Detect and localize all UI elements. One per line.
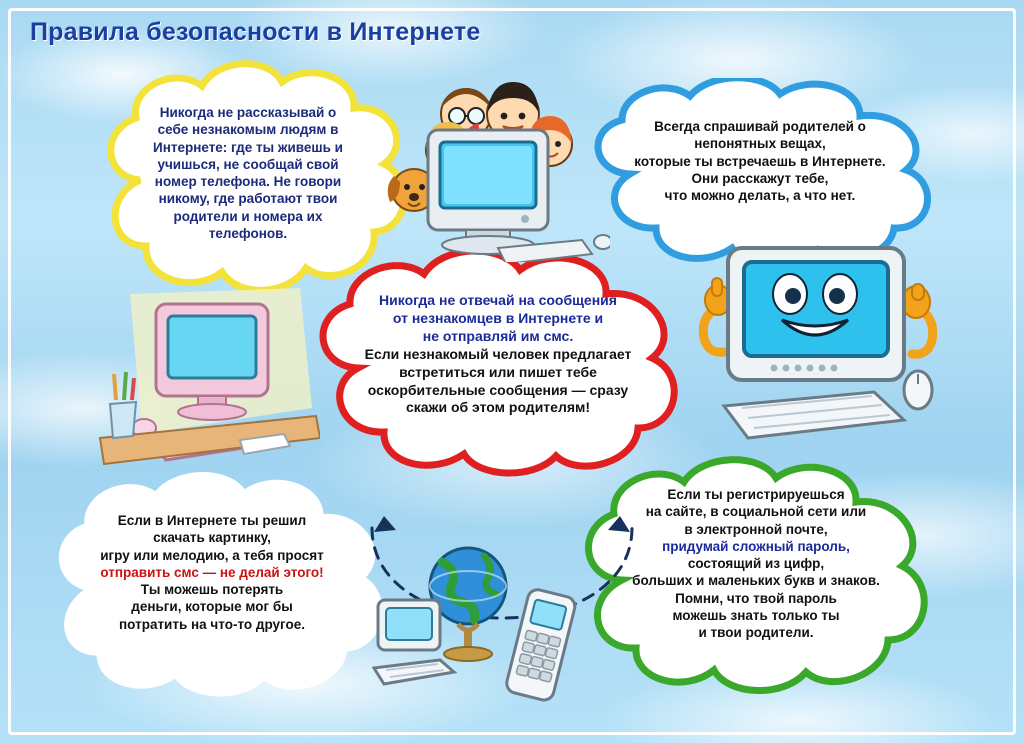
line: оскорбительные сообщения — сразу <box>367 381 629 398</box>
cloud-rule-no-reply-strangers <box>288 250 708 480</box>
line: Помни, что твой пароль <box>675 590 837 606</box>
line: встретиться или пишет тебе <box>399 363 597 380</box>
line: Никогда не отвечай на сообщения <box>379 292 617 308</box>
cloud-text-yellow <box>78 60 418 242</box>
cloud-text-blue <box>560 78 960 204</box>
line: Никогда не рассказывай о <box>159 105 337 120</box>
line: Если в Интернете ты решил <box>117 513 307 528</box>
line: игру или мелодию, а тебя просят <box>100 547 324 563</box>
line: Если ты регистрируешься <box>667 487 845 502</box>
page-title: Правила безопасности в Интернете <box>30 18 481 46</box>
line: учишься, не сообщай свой <box>157 156 339 172</box>
line: номер телефона. Не говори <box>154 174 342 190</box>
line: больших и маленьких букв и знаков. <box>632 573 880 589</box>
cloud-text-green <box>556 452 956 641</box>
line: не отправляй им смс. <box>422 327 574 344</box>
line: которые ты встречаешь в Интернете. <box>634 153 886 169</box>
cloud-text-white <box>32 470 392 633</box>
line: деньги, которые мог бы <box>131 599 293 615</box>
line: родители и номера их <box>173 208 323 224</box>
line: состоящий из цифр, <box>687 556 825 572</box>
line: Они расскажут тебе, <box>691 170 829 186</box>
line: телефонов. <box>208 225 288 241</box>
line-highlight: придумай сложный пароль, <box>662 538 850 554</box>
smiling-computer-illustration <box>690 238 940 463</box>
pink-desktop-computer-illustration <box>90 288 320 478</box>
line: и твои родители. <box>698 625 814 641</box>
line: можешь знать только ты <box>672 607 840 623</box>
line: что можно делать, а что нет. <box>664 188 856 204</box>
line: никому, где работают твои <box>158 191 338 207</box>
cloud-rule-no-sms-payments <box>32 470 392 700</box>
line: от незнакомцев в Интернете и <box>392 309 604 326</box>
line: непонятных вещах, <box>694 136 826 152</box>
line-highlight: отправить смс — не делай этого! <box>100 564 324 580</box>
line: себе незнакомым людям в <box>157 122 339 138</box>
cloud-text-red <box>288 250 708 417</box>
line: скажи об этом родителям! <box>405 399 591 416</box>
line: на сайте, в социальной сети или <box>645 504 867 520</box>
line: Интернете: где ты живешь и <box>152 139 343 155</box>
line: скачать картинку, <box>153 530 271 546</box>
line: Всегда спрашивай родителей о <box>654 119 866 134</box>
line: Если незнакомый человек предлагает <box>364 345 632 362</box>
line: Ты можешь потерять <box>140 582 284 598</box>
line: в электронной почте, <box>684 521 828 537</box>
line: потратить на что-то другое. <box>119 616 305 632</box>
